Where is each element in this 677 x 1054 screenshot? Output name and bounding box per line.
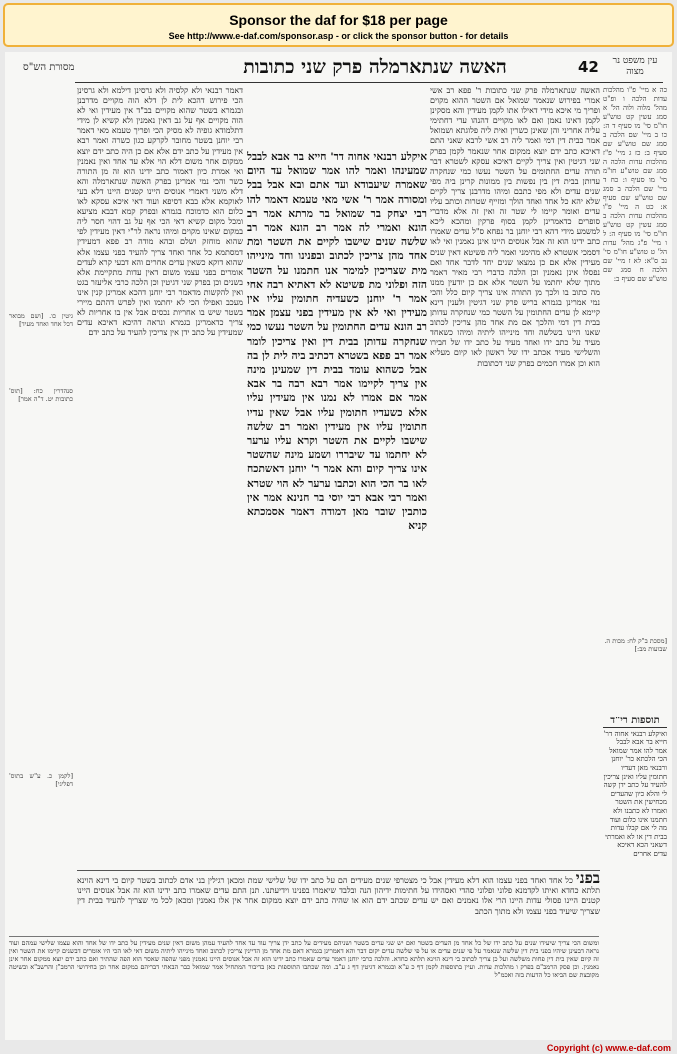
bottom-commentary [77,870,600,935]
masechet-label: מסורת הש"ס [23,62,75,73]
sponsor-subtitle[interactable]: See http://www.e-daf.com/sponsor.asp - or click the sponsor button - for details [168,31,509,41]
ein-mishpat-label: עין משפט נר מצוה [612,56,658,77]
page-number: 42 [578,58,599,76]
opening-word: בפני [575,870,600,887]
footnotes: ומשום הכי צריך שיעידו שנים על כתב ידו של כל אחד מן העדים בשטר ואם יש שני עדים בשטר ושניהם מעידים על כתב ידן צריך עוד עד אחד להעיד עמהן משום דאין שנים מעידין על כתב ידו של אחד והוא עצמו שלישי עמהם ועוד נראה דבעינן שיהיו בפני בית דין שלשה שנאמר על פי שנים עדים או על פי שלשה עדים יקום דבר והא דאמרינן בגמרא דאם מת אחד מן הדיינין צריכין לכתוב ואחד מינייהו ליתיה משום דאי לאו הכי היו אומרים דבשנים קיימו את השטר ואין זה קיום שאין בית דין פחות משלשה ועל כן צריך לכתוב בי דינא הוינא תלתא כחדא. והלכה כרבי יוחנן דאמר עדים שאמרו כתב ידינו הוא זה אבל אנוסים היינו נאמנין מפני שהפה שאסר הוא הפה שהתיר ואם כתב ידם יוצא ממקום אחר אינן נאמנין. וכן פסק הרמב"ם בפרק ו מהלכות עדות. ועיין בתוספות לקמן דף כ ע"א ובגמרא דגיטין דף ג ע"ב. ומה שכתבו התוספות כאן בדיבור המתחיל אמר שמואל כבר הבאתי דבריהם במקום אחר וכן בחידושי הרמב"ן והרשב"א ובשיטה מקובצת שם הביאו כל הדעות בזה ואכמ"ל [9,936,599,1037]
sponsor-title[interactable]: Sponsor the daf for $18 per page [229,12,448,28]
gilyon-hashas [9,162,73,842]
tosafot-rid-title: תוספות רי"ד [603,717,667,728]
talmud-page [5,52,672,1040]
header-divider [75,82,663,83]
chapter-title: האשה שנתארמלה פרק שני כתובות [243,56,507,78]
gilyon-note: גיטין כו. [ושם מבואר דכל אחד ואחד מעיד] [9,312,73,328]
ein-mishpat-notes: כה א מיי' פ"ו מהלכות עדות הלכה ו ופ"ט מהל' מלוה ולוה הל' א סמג עשין קט טוש"ע חו"מ סי' מו סעיף ד ה: כו ב מיי' שם הלכה ב סמג שם טוש"ע שם סעיף ב: כז ג מיי' פ"ז מהלכות עדות הלכה ה סמג שם טוש"ע חו"מ סי' מו סעיף ו: כח ד מיי' שם הלכה ב סמג שם טוש"ע שם סעיף א: כט ה מיי' פ"ו מהלכות עדות הלכה ב סמג עשין קט טוש"ע חו"מ סי' מו סעיף ה: ל ו מיי' פ"ג מהל' עדות הל' ט טוש"ע חו"מ סי' נב ס"א: לא ז מיי' שם הלכה ח סמג שם טוש"ע שם סעיף ב: [603,86,667,283]
tosafot-commentary: דאמר רבנאי ולא קלסיה ולא גרסינן דילמא ולא גרסינן הכי פירוש דהכא לית לן דלא הוה מקויים מדרבנן ובגמרא בשטר שהוא מקויים בב"ד אין מעידין ואי לא הוה מקויים אף על גב דאין נאמנין ולא קשיא לן מידי דתלמודא גופיה לא מסיק הכי ופריך טעמא מאי דאמר רבי יוחנן בשטר מחובר לקרקע כגון כשרה ואמר רבא אין מעידין על כתב ידם אלא אם כן היה כתב ידם יוצא ממקום אחר משום דלא הוי אלא עד אחד ואין נאמנין ואי אמרת כיון דאמור כתב ידינו הוא זה מן התורה כשר והכי נמי אמרינן בפרק האשה שנתארמלה והא דלא משני דאמרי אנוסים היינו קטנים היינו דלא בעי לאוקמא אלא בבא דסיפא ועוד דאי איכא עסקא לאו כלום הוא כדמוכח בגמרא ובפרק קמא דבבא מציעא ומכל מקום קשיא דאי הכי אף על גב דהוי חסר ליה במקום שאינו מקוים ומיהו נראה לר"י דאין מעידין לפי שהוא מוחזק ושלם ובהא מודה רב פפא דמעידין דמסתמא כל אחד ואחד צריך להעיד בפני עצמו אלא שהוא דוקא כשאין עדים אחרים והא דבעי קרא לעדים אומרים בפני עצמו משום דאין עדות מתקיימת אלא בשנים וכן בפרק שני דגיטין וכן הלכה כרבי אליעזר בגט ואין להקשות מדאמר רבי יוחנן דהכא אמרינן קנין אינו מעכב ואפילו הכי לא יחתמו ואין לפרש דהתם מיירי בשטר שיש בו אחריות נכסים אבל אין בו אחריות לא צריך כדאמרינן בגמרא ונראה דהיכא דאיכא עדים שמעידין על כתב ידן אין צריכין להעיד על כתב ידם [77,86,243,338]
bottom-commentary-text: כל אחד ואחד בפני עצמו הוא דלא מעידין אבל כי מצטרפי שנים מעידים הם על כתב ידו של שלישי שמת ומכאן רגילין בני אדם לכתוב בשטר קיום בי דינא הוינא תלתא כחדא ואיתו לקדמנא פלוני ופלוני סהדי ואסהידו על חתימות ידיהון הנה ובלבד שיאמרו בפנינו וידיעתנו. תנן התם עדים שאמרו כתב ידינו הוא זה אבל אנוסים היינו קטנים היינו פסולי עדות היינו הרי אלו נאמנים ואם יש עדים שכתב ידם הוא או שהיה כתב ידם יוצא ממקום אחר אין אלו נאמנין ומכאן לכל מי שצריך להעיד בבית דין שצריך שיעיד בפני עצמו ולא מתוך הכתב [77,876,600,916]
gilyon-note: [לקמן כ. ע"ש בתוס' דפליגי] [9,772,73,788]
gilyon-note: סנהדרין כח: [תוס' כתובות יט. ד"ה אמר] [9,387,73,403]
sponsor-banner[interactable] [3,3,674,47]
copyright-notice[interactable]: Copyright (c) www.e-daf.com [546,1043,671,1053]
side-reference-note: [מסכת ב"ק לח: מכות ה. שבועות מב:] [604,637,667,653]
tosafot-rid-text: ואיקלע רבנאי אחוה דר' חייא בר אבא לבבל אמר להו אמר שמואל הכי הלכתא כר' יוחנן ורבנאי מאן דעדיו חתומין עליו ואינן צריכין להעיד על כתב ידן קשה לי והלא כיון שהעדים מכחישין את השטר ואמרו לא כתבנו ולא חתמנו אינו כלום ועוד מה לי אם קבלו עדות בבית דין או לא ואמרתי דשאני הכא דאיכא עדים אחרים [603,729,667,858]
rashi-commentary: האשה שנתארמלה פרק שני כתובות ר' פפא רב אשי אמרי בפירוש שנאמר שמואל אם השטר ההוא מקוים ופריך מי איכא מידי דאילו אתו לקמן מעידין והא מסקינן לקמן דאינו נאמן ואם לאו מקויים דהנהו עדי דחתימי עליה אחריני והן שאינן כשרין ואית ליה פלוגתא ושמואל אמר כבית דין דמי ואמר ליה רב אשי לרבא שאני התם דאיכא כתב ידם יוצא ממקום אחר שנאמר לקמן בפרק שני דגיטין ואין צריך לקיים דאיכא עסקא לשטרא דבר תורה עדים החתומים על השטר נעשו כמי שנחקרה עדותן בבית דין בין נפשות בין ממונות קרינן ביה מפי שנים עדים ולא מפי כתבם ומיהו מדרבנן צריך לקיים שלא יהא כל אחד ואחד הולך ומזייף שטרות וכותב עליו עדים ואומר קיימו לי שטר זה ואין זה אלא מדברי סופרים כדאמרינן לקמן בסוף פרקין ומהכא ליכא למשמע מידי דהא רבי יוחנן בר נפחא ס"ל עדים שאמרו כתב ידינו הוא זה אבל אנוסים היינו אינן נאמנין ואי לאו דסמכי אשטרא לא מהימני ואמר ליה פשיטא דאין שנים מעידין אלא אם כן נמצאו שנים יחד לדבר אחד ואם נפסלו אינן נאמנין וכן הלכה כדברי רבי מאיר דאמר מתוך שלא יחתמו על השטר אלא אם כן יודעין ממנו מה כתוב בו ולכך מן התורה אינו צריך קיום כלל והכי נמי אמרינן בגמרא בריש פרק שני דגיטין ולענין דינא קיימא לן עדים החתומין על השטר כמי שנחקרה עדותן בבית דין דמי והלכך אם מת אחד מהן צריכין לכתוב שאנו היינו בשלשה וחד מינייהו ליתיה ומיהו כשאחד מעיד על כתב ידו ואחד מעיד על כתב ידו של חבירו והשלישי מעיד אכתב ידו של ראשון לאו קיום מעליא הוא וכן אמרו חכמים בפרק שני דכתובות [430,86,600,368]
gemara-text: איקלע רבנאי אחוה דר' חייא בר אבא לבבל שמעינהו ואמר להו אמר שמואל עד היום שאמרה שיעבודא ועד אתם ובא אבל בבל ומסורה אמר ר' אשי מאי טעמא דאמר להו רבי יצחק בר שמואל בר מרתא אמר רב הונא ואמרי לה אמר רב הונא אמר רב שלשה שנים שישבו לקיים את השטר ומת אחד מהן צריכין לכתוב ובפנינו וחד מינייהו מית שצריכין למימר אנו חתמנו על השטר הזה ופלוני מת פשיטא לא דאתיא רבה אחי אמר ר' יוחנן כשעדיה חתומין עליו אין מעידין ואי לא אין מעידין בפני עצמן אמר רב הונא עדים החתומין על השטר נעשו כמי שנחקרה עדותן בבית דין ואין צריכין לומר אמר רב פפא בשטרא דכתיב ביה לית לן בה אבל כשהוא עומד בבית דין שמעינן מינה אין צריך לקיימו אמר רבא רבה בר אבא אמר אם אמרו לא נמנו אין מעידין עליו אלא כשעדיו חתומין עליו אבל שאין עדיו חתומין עליו אין מעידין ואמר רב שלשה שישבו לקיים את השטר וקרא עליו ערער לא יחתמו עד שיבררו ושמע מינה שהשטר אינו צריך קיום והא אמר ר' יוחנן דאשתכח לאו בר הכי הוא וכתבו ערער לא הוי שטרא ואמר רבי אבא רבי יוסי בר חנינא אמר אין כותבין שובר מאן דמודה דאמר אסמכתא קניא [247,151,427,533]
tosafot-rid [603,717,667,1007]
